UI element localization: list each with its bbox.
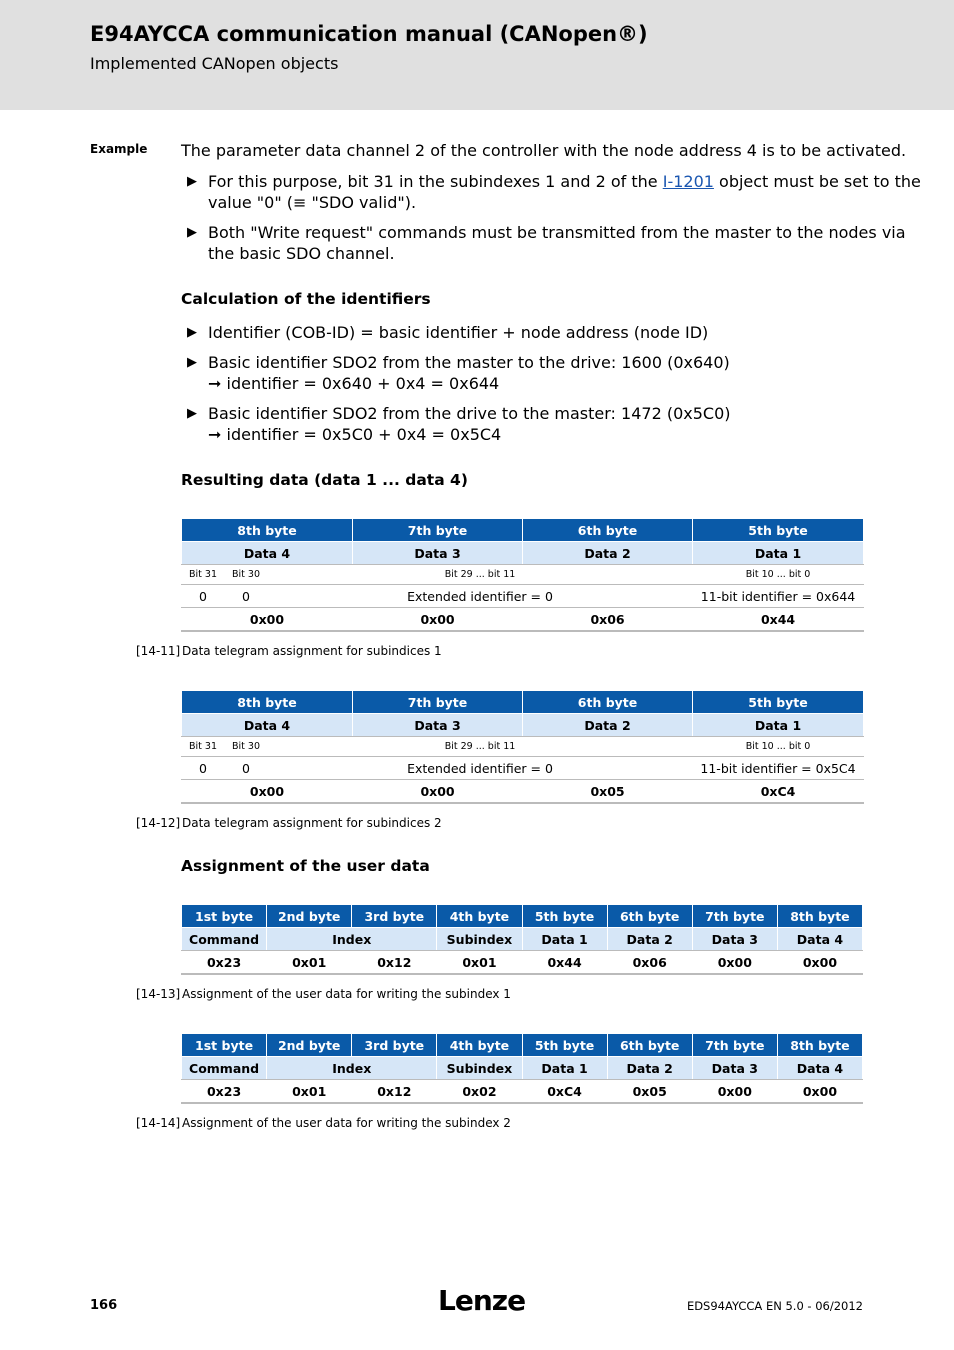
table-subheader-cell: Index <box>267 928 437 951</box>
value-cell: 0 <box>225 757 268 780</box>
table-subheader-cell: Data 2 <box>523 714 693 737</box>
table-header-cell: 8th byte <box>182 519 353 542</box>
hex-cell: 0x00 <box>182 780 353 804</box>
table-subheader-cell: Data 1 <box>522 928 607 951</box>
hex-cell: 0x00 <box>777 1080 862 1104</box>
table-caption <box>136 1116 511 1130</box>
table-subheader-cell: Subindex <box>437 1057 522 1080</box>
hex-cell: 0x00 <box>353 780 523 804</box>
value-cell: 0 <box>225 585 268 608</box>
hex-cell: 0x05 <box>607 1080 692 1104</box>
bullet-text-line2: the basic SDO channel. <box>208 244 395 263</box>
hex-cell: 0x01 <box>437 951 522 975</box>
document-title: E94AYCCA communication manual (CANopen®) <box>90 22 648 46</box>
table-caption <box>136 816 442 830</box>
page-header <box>0 0 954 110</box>
triangle-bullet-icon: ▶ <box>187 355 197 370</box>
table-header-cell: 2nd byte <box>267 1034 352 1057</box>
value-cell: 11-bit identifier = 0x644 <box>693 585 864 608</box>
table-subheader-cell: Index <box>267 1057 437 1080</box>
table-header-cell: 5th byte <box>693 691 864 714</box>
table-subheader-cell: Data 2 <box>607 928 692 951</box>
table-header-cell: 4th byte <box>437 905 522 928</box>
object-link[interactable]: I-1201 <box>662 172 714 191</box>
bit-cell: Bit 30 <box>225 565 268 585</box>
table-header-cell: 8th byte <box>777 905 862 928</box>
table-subheader-cell: Command <box>182 1057 267 1080</box>
hex-cell: 0xC4 <box>693 780 864 804</box>
caption-number: [14-13] <box>136 987 181 1001</box>
hex-cell: 0x44 <box>522 951 607 975</box>
table-header-cell: 7th byte <box>692 905 777 928</box>
triangle-bullet-icon: ▶ <box>187 325 197 340</box>
bit-cell: Bit 29 ... bit 11 <box>268 565 693 585</box>
caption-number: [14-14] <box>136 1116 181 1130</box>
bullet-text: Basic identifier SDO2 from the drive to the master: 1472 (0x5C0) <box>208 404 731 423</box>
table-header-cell: 5th byte <box>693 519 864 542</box>
hex-cell: 0x23 <box>182 1080 267 1104</box>
table-subheader-cell: Subindex <box>437 928 522 951</box>
value-cell: Extended identifier = 0 <box>268 585 693 608</box>
bullet-text-line2: value "0" (≡ "SDO valid"). <box>208 193 417 212</box>
table-subheader-cell: Data 3 <box>692 1057 777 1080</box>
table-header-cell: 7th byte <box>353 691 523 714</box>
table-subheader-cell: Data 4 <box>182 714 353 737</box>
triangle-bullet-icon: ▶ <box>187 174 197 189</box>
hex-cell: 0x06 <box>607 951 692 975</box>
bullet-text: For this purpose, bit 31 in the subindexes 1 and 2 of the <box>208 172 663 191</box>
hex-cell: 0x00 <box>182 608 353 632</box>
table-header-cell: 1st byte <box>182 905 267 928</box>
bullet-text: Basic identifier SDO2 from the master to the drive: 1600 (0x640) <box>208 353 730 372</box>
table-subheader-cell: Data 1 <box>522 1057 607 1080</box>
table-subheader-cell: Command <box>182 928 267 951</box>
caption-text: Assignment of the user data for writing the subindex 1 <box>182 987 511 1001</box>
triangle-bullet-icon: ▶ <box>187 406 197 421</box>
table-subheader-cell: Data 4 <box>777 928 862 951</box>
table-header-cell: 6th byte <box>523 691 693 714</box>
table-header-cell: 4th byte <box>437 1034 522 1057</box>
bit-cell: Bit 10 ... bit 0 <box>693 737 864 757</box>
hex-cell: 0x06 <box>523 608 693 632</box>
telegram-table-subindex-1 <box>181 519 864 632</box>
table-header-cell: 3rd byte <box>352 905 437 928</box>
caption-text: Assignment of the user data for writing the subindex 2 <box>182 1116 511 1130</box>
hex-cell: 0x23 <box>182 951 267 975</box>
chapter-subtitle: Implemented CANopen objects <box>90 54 339 73</box>
hex-cell: 0x00 <box>353 608 523 632</box>
table-subheader-cell: Data 3 <box>353 714 523 737</box>
bit-cell: Bit 31 <box>182 565 225 585</box>
table-header-cell: 2nd byte <box>267 905 352 928</box>
table-header-cell: 6th byte <box>607 1034 692 1057</box>
value-cell: 0 <box>182 585 225 608</box>
user-data-table-subindex-2 <box>181 1034 863 1104</box>
table-subheader-cell: Data 2 <box>607 1057 692 1080</box>
table-subheader-cell: Data 4 <box>182 542 353 565</box>
value-cell: 11-bit identifier = 0x5C4 <box>693 757 864 780</box>
table-subheader-cell: Data 4 <box>777 1057 862 1080</box>
bit-cell: Bit 31 <box>182 737 225 757</box>
hex-cell: 0x12 <box>352 1080 437 1104</box>
bullet-text: Both "Write request" commands must be transmitted from the master to the nodes via <box>208 223 906 242</box>
hex-cell: 0x44 <box>693 608 864 632</box>
table-caption <box>136 644 442 658</box>
bit-cell: Bit 29 ... bit 11 <box>268 737 693 757</box>
table-header-cell: 1st byte <box>182 1034 267 1057</box>
telegram-table-subindex-2 <box>181 691 864 804</box>
section-heading-resulting-data: Resulting data (data 1 ... data 4) <box>181 471 468 489</box>
value-cell: Extended identifier = 0 <box>268 757 693 780</box>
hex-cell: 0x05 <box>523 780 693 804</box>
hex-cell: 0xC4 <box>522 1080 607 1104</box>
caption-number: [14-12] <box>136 816 181 830</box>
table-header-cell: 6th byte <box>607 905 692 928</box>
table-subheader-cell: Data 1 <box>693 542 864 565</box>
triangle-bullet-icon: ▶ <box>187 225 197 240</box>
bullet-text-line2: ➞ identifier = 0x640 + 0x4 = 0x644 <box>208 374 500 393</box>
caption-number: [14-11] <box>136 644 181 658</box>
hex-cell: 0x00 <box>692 951 777 975</box>
section-heading-user-data: Assignment of the user data <box>181 857 430 875</box>
hex-cell: 0x01 <box>267 1080 352 1104</box>
table-subheader-cell: Data 3 <box>692 928 777 951</box>
table-header-cell: 6th byte <box>523 519 693 542</box>
example-label: Example <box>90 142 148 156</box>
table-subheader-cell: Data 2 <box>523 542 693 565</box>
bullet-text-line2: ➞ identifier = 0x5C0 + 0x4 = 0x5C4 <box>208 425 502 444</box>
table-subheader-cell: Data 1 <box>693 714 864 737</box>
bit-cell: Bit 10 ... bit 0 <box>693 565 864 585</box>
section-heading-calculation: Calculation of the identifiers <box>181 290 431 308</box>
lenze-logo: Lenze <box>438 1284 526 1317</box>
table-header-cell: 5th byte <box>522 1034 607 1057</box>
document-code: EDS94AYCCA EN 5.0 - 06/2012 <box>686 1299 863 1313</box>
table-header-cell: 7th byte <box>353 519 523 542</box>
table-header-cell: 7th byte <box>692 1034 777 1057</box>
hex-cell: 0x00 <box>777 951 862 975</box>
table-header-cell: 5th byte <box>522 905 607 928</box>
hex-cell: 0x02 <box>437 1080 522 1104</box>
table-subheader-cell: Data 3 <box>353 542 523 565</box>
bit-cell: Bit 30 <box>225 737 268 757</box>
bullet-text: object must be set to the <box>713 172 921 191</box>
hex-cell: 0x01 <box>267 951 352 975</box>
hex-cell: 0x00 <box>692 1080 777 1104</box>
table-header-cell: 3rd byte <box>352 1034 437 1057</box>
intro-text: The parameter data channel 2 of the controller with the node address 4 is to be activated. <box>181 141 907 160</box>
value-cell: 0 <box>182 757 225 780</box>
bullet-text: Identifier (COB-ID) = basic identifier + node address (node ID) <box>208 323 709 342</box>
table-header-cell: 8th byte <box>182 691 353 714</box>
table-header-cell: 8th byte <box>777 1034 862 1057</box>
page-number: 166 <box>90 1298 118 1313</box>
table-caption <box>136 987 511 1001</box>
hex-cell: 0x12 <box>352 951 437 975</box>
user-data-table-subindex-1 <box>181 905 863 975</box>
caption-text: Data telegram assignment for subindices 2 <box>182 816 442 830</box>
caption-text: Data telegram assignment for subindices 1 <box>182 644 442 658</box>
